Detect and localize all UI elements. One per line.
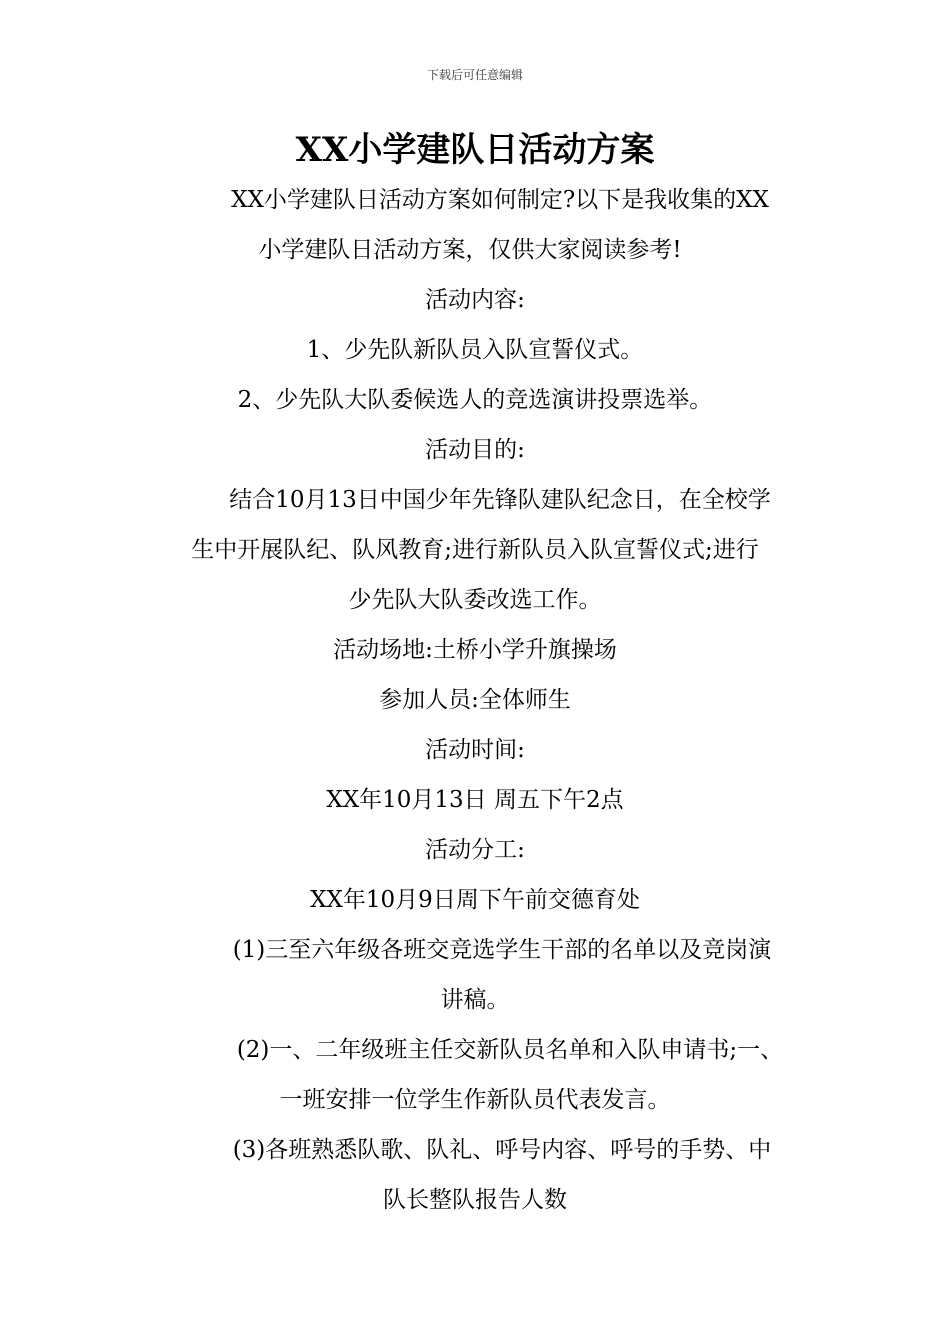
body-line: 少先队大队委改选工作。 (348, 587, 602, 613)
body-line: 活动场地:土桥小学升旗操场 (333, 637, 617, 663)
body-line: (1)三至六年级各班交竞选学生干部的名单以及竞岗演 (232, 937, 772, 963)
body-line: XX年10月9日周下午前交德育处 (310, 887, 640, 913)
document-title: XX小学建队日活动方案 (295, 130, 655, 170)
body-line: 参加人员:全体师生 (379, 687, 571, 713)
body-line: 队长整队报告人数 (383, 1187, 567, 1213)
body-line: 讲稿。 (440, 987, 510, 1013)
section-heading-time: 活动时间: (425, 737, 525, 763)
section-heading-division: 活动分工: (425, 837, 525, 863)
section-heading-content: 活动内容: (425, 287, 525, 313)
body-line: 结合10月13日中国少年先锋队建队纪念日，在全校学 (229, 487, 771, 513)
body-line: XX小学建队日活动方案如何制定?以下是我收集的XX (231, 187, 769, 213)
body-line: 生中开展队纪、队风教育;进行新队员入队宣誓仪式;进行 (191, 537, 759, 563)
body-line: XX年10月13日 周五下午2点 (326, 787, 624, 813)
body-line: 小学建队日活动方案，仅供大家阅读参考! (258, 237, 682, 263)
header-note: 下载后可任意编辑 (426, 68, 523, 82)
body-line: (3)各班熟悉队歌、队礼、呼号内容、呼号的手势、中 (232, 1137, 772, 1163)
body-line: 2、少先队大队委候选人的竞选演讲投票选举。 (237, 387, 713, 413)
body-line: 1、少先队新队员入队宣誓仪式。 (306, 337, 644, 363)
section-heading-purpose: 活动目的: (425, 437, 525, 463)
body-line: 一班安排一位学生作新队员代表发言。 (279, 1087, 671, 1113)
body-line: (2)一、二年级班主任交新队员名单和入队申请书;一、 (236, 1037, 784, 1063)
